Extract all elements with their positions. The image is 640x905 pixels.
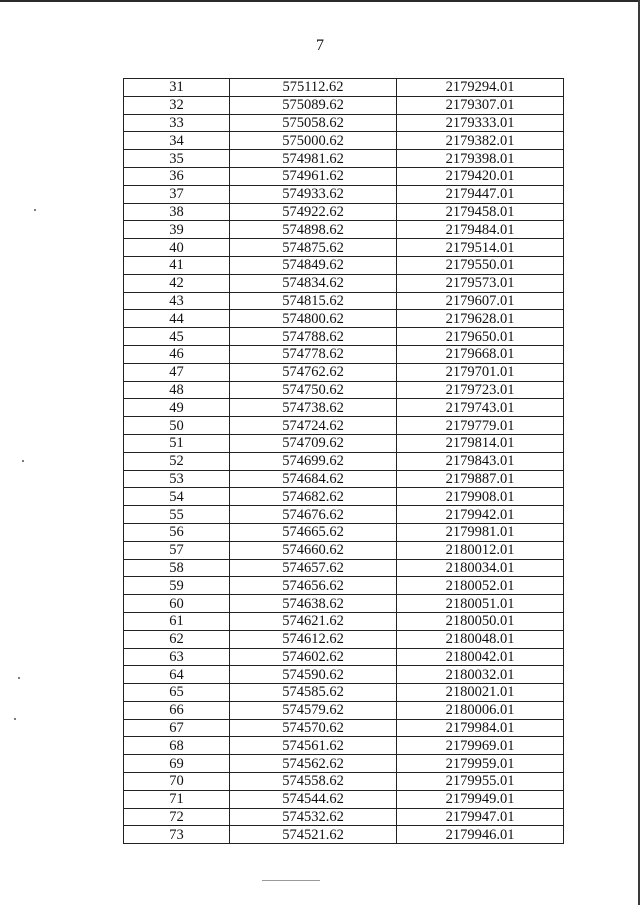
table-row [124, 114, 564, 132]
point-number-cell: 45 [124, 328, 230, 346]
table-row [124, 470, 564, 488]
y-coordinate-cell: 2179333.01 [397, 114, 564, 132]
table-row [124, 790, 564, 808]
scan-speck [34, 209, 36, 211]
scan-speck [22, 460, 24, 462]
point-number-cell: 43 [124, 292, 230, 310]
point-number-cell: 60 [124, 595, 230, 613]
point-number-cell: 38 [124, 203, 230, 221]
point-number-cell: 34 [124, 132, 230, 150]
table-row [124, 221, 564, 239]
y-coordinate-cell: 2179458.01 [397, 203, 564, 221]
point-number-cell: 70 [124, 773, 230, 791]
table-row [124, 719, 564, 737]
x-coordinate-cell: 574898.62 [230, 221, 397, 239]
table-row [124, 96, 564, 114]
table-row [124, 773, 564, 791]
table-row [124, 666, 564, 684]
y-coordinate-cell: 2179514.01 [397, 239, 564, 257]
y-coordinate-cell: 2180048.01 [397, 630, 564, 648]
y-coordinate-cell: 2179887.01 [397, 470, 564, 488]
x-coordinate-cell: 574558.62 [230, 773, 397, 791]
x-coordinate-cell: 574834.62 [230, 274, 397, 292]
table-row [124, 541, 564, 559]
y-coordinate-cell: 2179843.01 [397, 452, 564, 470]
x-coordinate-cell: 574738.62 [230, 399, 397, 417]
x-coordinate-cell: 574800.62 [230, 310, 397, 328]
table-row [124, 79, 564, 97]
point-number-cell: 37 [124, 185, 230, 203]
table-row [124, 185, 564, 203]
x-coordinate-cell: 575112.62 [230, 79, 397, 97]
point-number-cell: 61 [124, 612, 230, 630]
point-number-cell: 48 [124, 381, 230, 399]
table-row [124, 399, 564, 417]
x-coordinate-cell: 574544.62 [230, 790, 397, 808]
x-coordinate-cell: 574532.62 [230, 808, 397, 826]
y-coordinate-cell: 2179942.01 [397, 506, 564, 524]
table-row [124, 648, 564, 666]
point-number-cell: 55 [124, 506, 230, 524]
y-coordinate-cell: 2180052.01 [397, 577, 564, 595]
point-number-cell: 57 [124, 541, 230, 559]
point-number-cell: 46 [124, 345, 230, 363]
coordinates-table [123, 78, 564, 844]
x-coordinate-cell: 574849.62 [230, 256, 397, 274]
x-coordinate-cell: 574922.62 [230, 203, 397, 221]
y-coordinate-cell: 2180032.01 [397, 666, 564, 684]
scan-edge-top [0, 0, 640, 2]
point-number-cell: 72 [124, 808, 230, 826]
point-number-cell: 32 [124, 96, 230, 114]
x-coordinate-cell: 574788.62 [230, 328, 397, 346]
table-row [124, 150, 564, 168]
y-coordinate-cell: 2179573.01 [397, 274, 564, 292]
point-number-cell: 59 [124, 577, 230, 595]
table-row [124, 345, 564, 363]
point-number-cell: 39 [124, 221, 230, 239]
y-coordinate-cell: 2180050.01 [397, 612, 564, 630]
table-row [124, 630, 564, 648]
point-number-cell: 49 [124, 399, 230, 417]
x-coordinate-cell: 574815.62 [230, 292, 397, 310]
y-coordinate-cell: 2180012.01 [397, 541, 564, 559]
point-number-cell: 66 [124, 701, 230, 719]
table-row [124, 274, 564, 292]
y-coordinate-cell: 2179969.01 [397, 737, 564, 755]
x-coordinate-cell: 574638.62 [230, 595, 397, 613]
table-row [124, 701, 564, 719]
y-coordinate-cell: 2179814.01 [397, 434, 564, 452]
point-number-cell: 69 [124, 755, 230, 773]
point-number-cell: 33 [124, 114, 230, 132]
x-coordinate-cell: 574933.62 [230, 185, 397, 203]
point-number-cell: 51 [124, 434, 230, 452]
point-number-cell: 64 [124, 666, 230, 684]
y-coordinate-cell: 2179947.01 [397, 808, 564, 826]
x-coordinate-cell: 574612.62 [230, 630, 397, 648]
y-coordinate-cell: 2179628.01 [397, 310, 564, 328]
x-coordinate-cell: 574602.62 [230, 648, 397, 666]
x-coordinate-cell: 574709.62 [230, 434, 397, 452]
table-row [124, 452, 564, 470]
y-coordinate-cell: 2179723.01 [397, 381, 564, 399]
x-coordinate-cell: 574660.62 [230, 541, 397, 559]
table-row [124, 612, 564, 630]
point-number-cell: 31 [124, 79, 230, 97]
table-row [124, 292, 564, 310]
y-coordinate-cell: 2179382.01 [397, 132, 564, 150]
y-coordinate-cell: 2179650.01 [397, 328, 564, 346]
point-number-cell: 71 [124, 790, 230, 808]
y-coordinate-cell: 2179607.01 [397, 292, 564, 310]
table-row [124, 488, 564, 506]
point-number-cell: 42 [124, 274, 230, 292]
point-number-cell: 65 [124, 684, 230, 702]
x-coordinate-cell: 574590.62 [230, 666, 397, 684]
x-coordinate-cell: 574676.62 [230, 506, 397, 524]
y-coordinate-cell: 2179294.01 [397, 79, 564, 97]
y-coordinate-cell: 2180042.01 [397, 648, 564, 666]
y-coordinate-cell: 2180034.01 [397, 559, 564, 577]
table-row [124, 381, 564, 399]
y-coordinate-cell: 2180021.01 [397, 684, 564, 702]
y-coordinate-cell: 2179398.01 [397, 150, 564, 168]
y-coordinate-cell: 2179981.01 [397, 523, 564, 541]
x-coordinate-cell: 575089.62 [230, 96, 397, 114]
x-coordinate-cell: 574561.62 [230, 737, 397, 755]
y-coordinate-cell: 2179743.01 [397, 399, 564, 417]
y-coordinate-cell: 2179550.01 [397, 256, 564, 274]
x-coordinate-cell: 574665.62 [230, 523, 397, 541]
table-row [124, 808, 564, 826]
x-coordinate-cell: 574750.62 [230, 381, 397, 399]
table-row [124, 239, 564, 257]
x-coordinate-cell: 574684.62 [230, 470, 397, 488]
table-row [124, 506, 564, 524]
x-coordinate-cell: 574961.62 [230, 167, 397, 185]
x-coordinate-cell: 574778.62 [230, 345, 397, 363]
point-number-cell: 67 [124, 719, 230, 737]
page-number: 7 [316, 37, 324, 54]
y-coordinate-cell: 2179949.01 [397, 790, 564, 808]
table-row [124, 595, 564, 613]
x-coordinate-cell: 574570.62 [230, 719, 397, 737]
y-coordinate-cell: 2179955.01 [397, 773, 564, 791]
table-row [124, 203, 564, 221]
table-row [124, 559, 564, 577]
y-coordinate-cell: 2179959.01 [397, 755, 564, 773]
x-coordinate-cell: 575000.62 [230, 132, 397, 150]
y-coordinate-cell: 2179447.01 [397, 185, 564, 203]
table-row [124, 328, 564, 346]
x-coordinate-cell: 574585.62 [230, 684, 397, 702]
y-coordinate-cell: 2179668.01 [397, 345, 564, 363]
point-number-cell: 35 [124, 150, 230, 168]
table-row [124, 132, 564, 150]
x-coordinate-cell: 574657.62 [230, 559, 397, 577]
x-coordinate-cell: 574724.62 [230, 417, 397, 435]
point-number-cell: 63 [124, 648, 230, 666]
y-coordinate-cell: 2180051.01 [397, 595, 564, 613]
x-coordinate-cell: 574562.62 [230, 755, 397, 773]
point-number-cell: 58 [124, 559, 230, 577]
x-coordinate-cell: 574699.62 [230, 452, 397, 470]
table-row [124, 256, 564, 274]
point-number-cell: 50 [124, 417, 230, 435]
x-coordinate-cell: 574762.62 [230, 363, 397, 381]
x-coordinate-cell: 574579.62 [230, 701, 397, 719]
y-coordinate-cell: 2179779.01 [397, 417, 564, 435]
point-number-cell: 53 [124, 470, 230, 488]
point-number-cell: 40 [124, 239, 230, 257]
scan-footer-mark [262, 880, 320, 881]
y-coordinate-cell: 2179946.01 [397, 826, 564, 844]
scan-speck [14, 718, 16, 720]
table-row [124, 310, 564, 328]
y-coordinate-cell: 2179484.01 [397, 221, 564, 239]
point-number-cell: 52 [124, 452, 230, 470]
table-row [124, 755, 564, 773]
point-number-cell: 73 [124, 826, 230, 844]
scan-speck [18, 677, 20, 679]
table-row [124, 363, 564, 381]
x-coordinate-cell: 574875.62 [230, 239, 397, 257]
point-number-cell: 41 [124, 256, 230, 274]
point-number-cell: 36 [124, 167, 230, 185]
x-coordinate-cell: 574656.62 [230, 577, 397, 595]
table-row [124, 417, 564, 435]
x-coordinate-cell: 574521.62 [230, 826, 397, 844]
point-number-cell: 62 [124, 630, 230, 648]
point-number-cell: 44 [124, 310, 230, 328]
y-coordinate-cell: 2179420.01 [397, 167, 564, 185]
table-row [124, 577, 564, 595]
x-coordinate-cell: 575058.62 [230, 114, 397, 132]
y-coordinate-cell: 2179307.01 [397, 96, 564, 114]
y-coordinate-cell: 2179701.01 [397, 363, 564, 381]
y-coordinate-cell: 2179908.01 [397, 488, 564, 506]
table-row [124, 684, 564, 702]
table-row [124, 167, 564, 185]
table-row [124, 523, 564, 541]
point-number-cell: 56 [124, 523, 230, 541]
table-row [124, 434, 564, 452]
point-number-cell: 68 [124, 737, 230, 755]
y-coordinate-cell: 2179984.01 [397, 719, 564, 737]
table-row [124, 737, 564, 755]
x-coordinate-cell: 574621.62 [230, 612, 397, 630]
y-coordinate-cell: 2180006.01 [397, 701, 564, 719]
point-number-cell: 47 [124, 363, 230, 381]
point-number-cell: 54 [124, 488, 230, 506]
x-coordinate-cell: 574682.62 [230, 488, 397, 506]
table-row [124, 826, 564, 844]
x-coordinate-cell: 574981.62 [230, 150, 397, 168]
coordinates-table-body [124, 79, 564, 844]
